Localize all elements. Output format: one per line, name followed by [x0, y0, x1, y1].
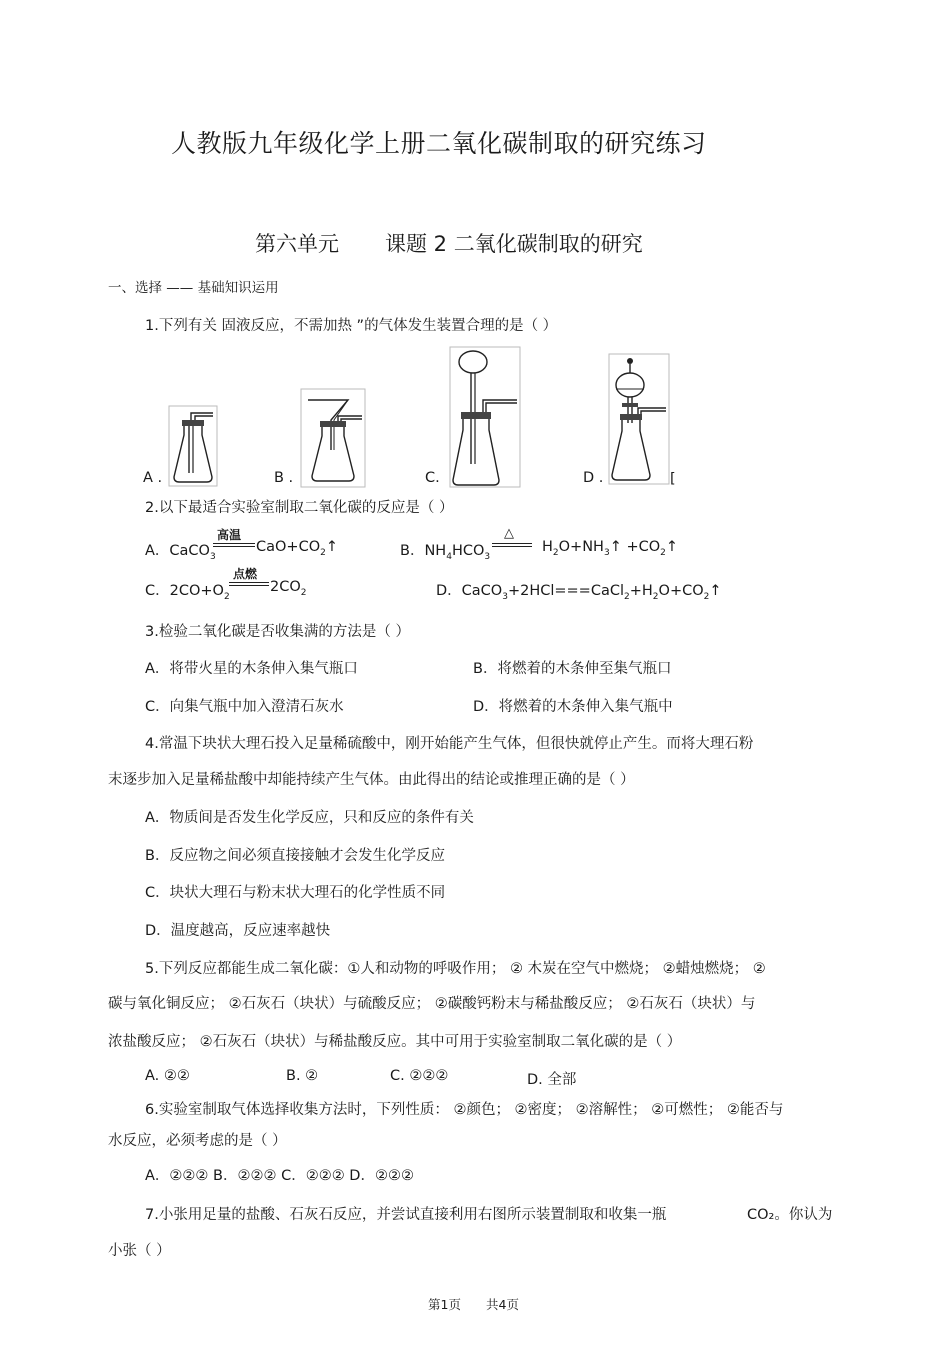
q2-d-mid: +2HCl===CaCl — [507, 583, 624, 599]
q2-b-arrow: ↑ — [665, 539, 679, 555]
q2-a-sub: 3 — [209, 551, 216, 562]
apparatus-d-icon — [608, 353, 670, 485]
q7-stem-line1: 7.小张用足量的盐酸、石灰石反应，并尝试直接利用右图所示装置制取和收集一瓶 — [145, 1207, 667, 1223]
q3-option-c: C．向集气瓶中加入澄清石灰水 — [145, 699, 344, 715]
q2-a-rest: CaO+CO — [256, 539, 321, 555]
q2-c-cond-text: 点燃 — [233, 567, 258, 581]
q2-b-sub5: 2 — [660, 547, 666, 558]
q2-b-sub4: 3 — [603, 547, 610, 558]
q2-a-label: A．CaCO — [145, 543, 210, 559]
q2-a-cond-text: 高温 — [217, 528, 242, 542]
q3-option-d: D．将燃着的木条伸入集气瓶中 — [473, 699, 673, 715]
q2-b-products — [542, 539, 678, 558]
section-heading: 一、选择 —— 基础知识运用 — [108, 280, 279, 296]
q2-a-products — [256, 539, 338, 558]
q4-option-d: D．温度越高，反应速率越快 — [145, 923, 331, 939]
page-title: 人教版九年级化学上册二氧化碳制取的研究练习 — [171, 129, 707, 158]
q5-option-c: C. ②②② — [390, 1068, 449, 1084]
q2-b-mid: HCO — [451, 543, 485, 559]
q2-b-cond-text: △ — [504, 526, 514, 541]
q7-co2: CO₂。你认为 — [747, 1207, 833, 1223]
q1-stray-bracket: [ — [670, 471, 676, 487]
q2-b-sub2: 3 — [484, 551, 491, 562]
q2-d-arrow: ↑ — [709, 583, 722, 599]
q1-stem: 1.下列有关 固液反应，不需加热 ”的气体发生装置合理的是（ ） — [145, 318, 558, 334]
q2-a-cond-line2 — [213, 546, 255, 547]
q2-option-d — [436, 579, 722, 602]
q2-d-mid3: O+CO — [658, 583, 704, 599]
lesson-unit: 第六单元 — [255, 232, 339, 256]
q2-option-b — [400, 539, 490, 562]
q2-stem: 2.以下最适合实验室制取二氧化碳的反应是（ ） — [145, 500, 454, 516]
lesson-title: 课题 2 二氧化碳制取的研究 — [385, 232, 643, 256]
q3-stem: 3.检验二氧化碳是否收集满的方法是（ ） — [145, 624, 410, 640]
q2-d-sub1: 3 — [502, 591, 508, 602]
apparatus-b-icon — [300, 388, 366, 488]
q2-c-label: C．2CO+O — [145, 583, 224, 599]
q4-option-c: C．块状大理石与粉末状大理石的化学性质不同 — [145, 885, 446, 901]
q4-stem-line2: 末逐步加入足量稀盐酸中却能持续产生气体。由此得出的结论或推理正确的是（ ） — [108, 772, 635, 788]
q2-c-cond-line2 — [229, 585, 269, 586]
q2-a-cond-line — [213, 543, 255, 544]
q5-option-b: B. ② — [286, 1068, 319, 1084]
q1-option-c: C. — [425, 470, 440, 486]
q2-b-rest3: ↑ +CO — [609, 539, 661, 555]
q3-option-a: A．将带火星的木条伸入集气瓶口 — [145, 661, 358, 677]
q2-d-mid2: +H — [629, 583, 653, 599]
q5-option-a: A. ②② — [145, 1068, 190, 1084]
q2-a-sub2: 2 — [320, 547, 326, 558]
q2-c-cond-line — [229, 582, 269, 583]
q4-option-b: B．反应物之间必须直接接触才会发生化学反应 — [145, 848, 445, 864]
q4-option-a: A．物质间是否发生化学反应，只和反应的条件有关 — [145, 810, 474, 826]
q5-stem-line3: 浓盐酸反应； ②石灰石（块状）与稀盐酸反应。其中可用于实验室制取二氧化碳的是（ ） — [108, 1034, 682, 1050]
q1-option-b: B . — [274, 470, 294, 486]
q1-option-a: A . — [143, 470, 163, 486]
q2-option-c — [145, 579, 230, 602]
q2-c-condition — [229, 565, 269, 587]
q5-stem-line1: 5.下列反应都能生成二氧化碳：①人和动物的呼吸作用； ② 木炭在空气中燃烧； ②蜡烛燃烧； ② — [145, 961, 766, 977]
q2-b-cond-line — [492, 543, 532, 544]
q2-b-cond-line2 — [492, 546, 532, 547]
apparatus-a-icon — [168, 405, 218, 487]
q2-b-condition — [492, 526, 532, 548]
footer-page-total: 共4页 — [486, 1297, 519, 1312]
q2-b-rest2: O+NH — [558, 539, 604, 555]
q2-c-rest: 2CO — [270, 579, 301, 595]
q2-a-arrow: ↑ — [325, 539, 339, 555]
q2-c-sub: 2 — [223, 591, 230, 602]
q2-b-label: B．NH — [400, 543, 447, 559]
q4-stem-line1: 4.常温下块状大理石投入足量稀硫酸中，刚开始能产生气体，但很快就停止产生。而将大理石粉 — [145, 736, 754, 752]
q1-option-d: D . — [583, 470, 604, 486]
q5-stem-line2: 碳与氧化铜反应； ②石灰石（块状）与硫酸反应； ②碳酸钙粉末与稀盐酸反应； ②石灰石（块状）与 — [108, 996, 756, 1012]
q2-d-sub2: 2 — [624, 591, 630, 602]
apparatus-c-icon — [449, 346, 521, 488]
q2-b-rest: H — [542, 539, 553, 555]
q3-option-b: B．将燃着的木条伸至集气瓶口 — [473, 661, 672, 677]
q6-stem-line2: 水反应，必须考虑的是（ ） — [108, 1133, 287, 1149]
q6-stem-line1: 6.实验室制取气体选择收集方法时，下列性质： ②颜色； ②密度； ②溶解性； ②可燃性； ②能否与 — [145, 1102, 784, 1118]
q2-d-sub4: 2 — [703, 591, 710, 602]
q2-c-sub2: 2 — [300, 587, 307, 598]
q2-c-products — [270, 579, 307, 598]
q2-b-sub1: 4 — [446, 551, 452, 562]
q6-options: A．②②② B．②②② C．②②② D．②②② — [145, 1168, 414, 1184]
q2-d-label: D．CaCO — [436, 583, 503, 599]
q2-a-condition — [213, 526, 255, 548]
q7-stem-line2: 小张（ ） — [108, 1243, 171, 1259]
q5-option-d: D. 全部 — [527, 1072, 577, 1088]
q2-option-a — [145, 539, 216, 562]
q2-b-sub3: 2 — [552, 547, 559, 558]
q2-d-sub3: 2 — [652, 591, 659, 602]
footer-page-number: 第1页 — [428, 1297, 461, 1312]
